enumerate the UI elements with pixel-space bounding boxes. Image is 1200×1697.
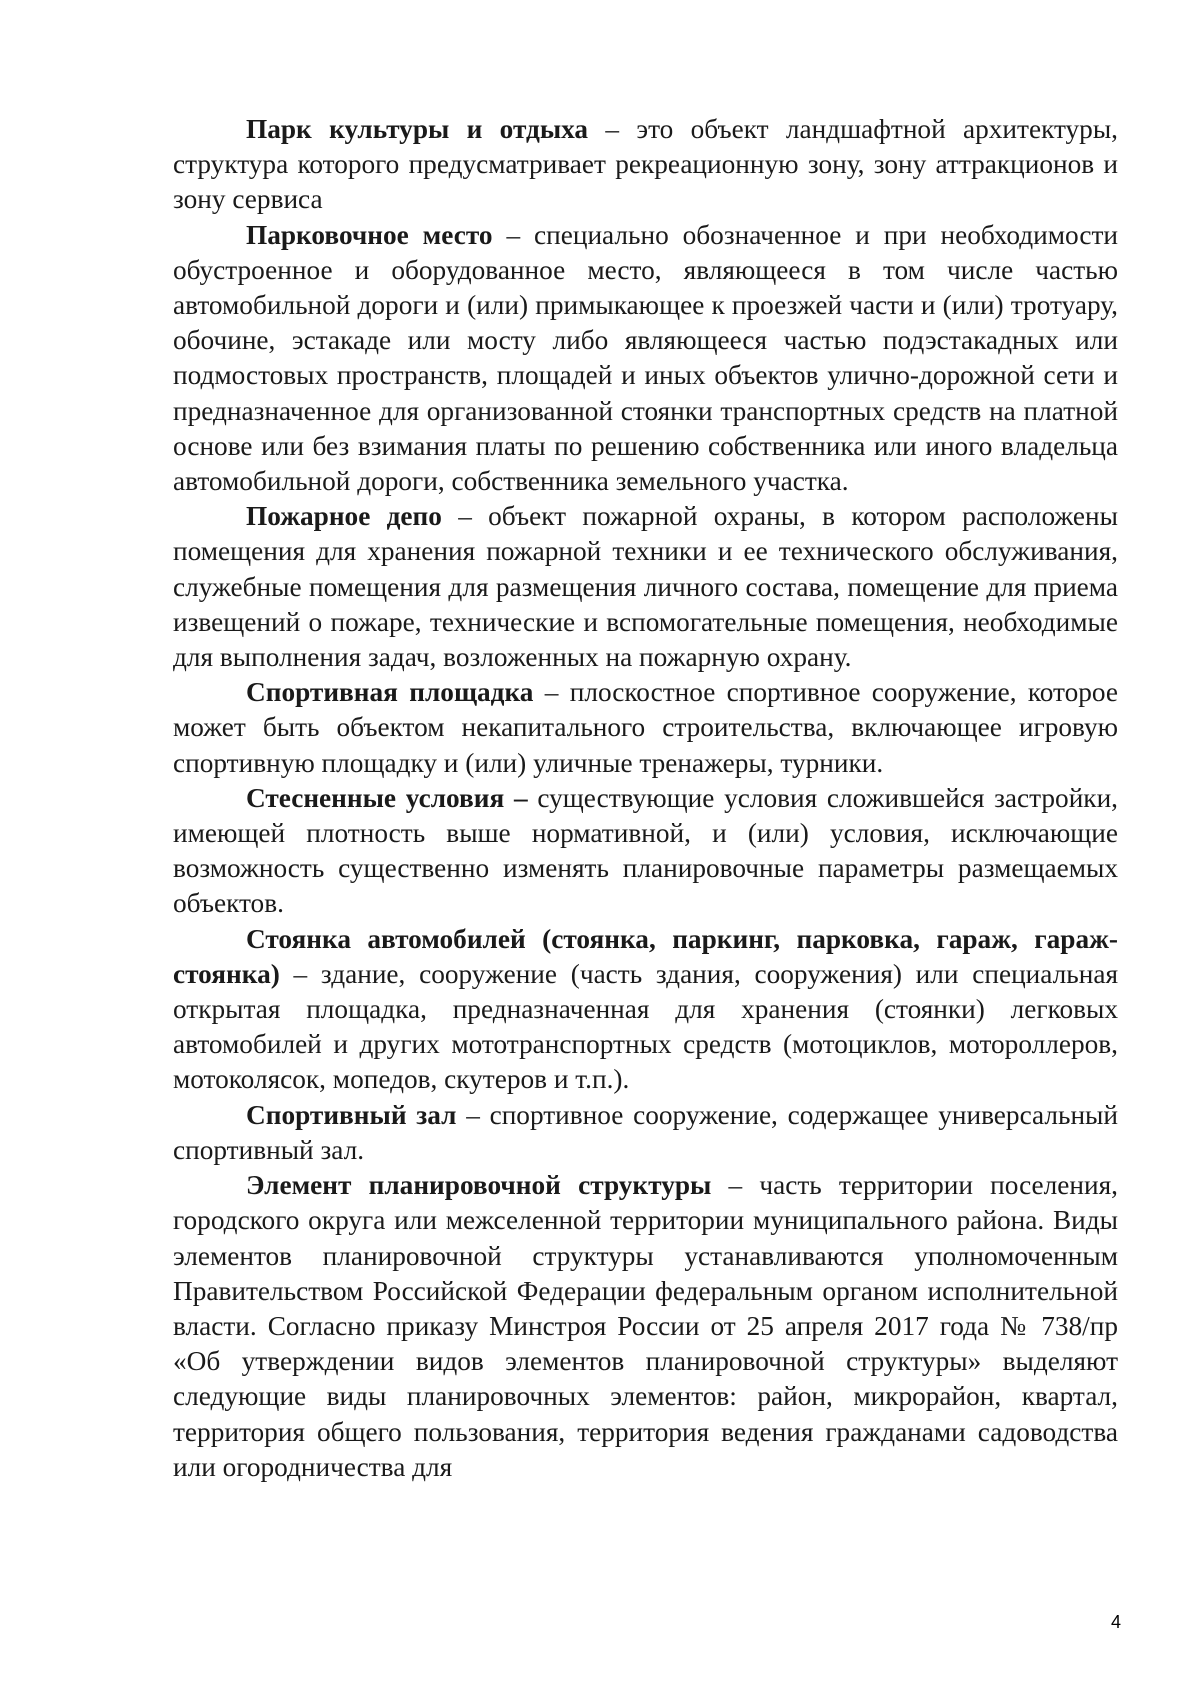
definition-entry-planning-structure-element xyxy=(173,1168,1118,1485)
definition-text: – здание, сооружение (часть здания, сооружения) или специальная открытая площадка, предназначенная для хранения (стоянки) легковых автомобилей и других мототранспортных средств (мотоциклов, мотороллеров, мотоколясок, мопедов, скутеров и т.п.). xyxy=(173,958,1118,1095)
definition-entry-sports-ground xyxy=(173,675,1118,781)
definition-term: Спортивная площадка xyxy=(246,677,534,708)
definition-term: Стесненные условия – xyxy=(246,782,528,813)
definition-text: – это объект ландшафтной архитектуры, структура которого предусматривает рекреационную зону, зону аттракционов и зону сервиса xyxy=(173,114,1118,215)
definition-text: – часть территории поселения, городского округа или межселенной территории муниципального района. Виды элементов планировочной структуры устанавливаются уполномоченным Правительством Российской Федерации федеральным органом исполнительной власти. Согласно приказу Минстроя России от 25 апреля 2017 года № 738/пр «Об утверждении видов элементов планировочной структуры» выделяют следующие виды планировочных элементов: район, микрорайон, квартал, территория общего пользования, территория ведения гражданами садоводства или огородничества для xyxy=(173,1170,1118,1482)
definition-entry-constrained-conditions xyxy=(173,781,1118,922)
page-number: 4 xyxy=(1110,1612,1121,1632)
definition-entry-parking-space xyxy=(173,218,1118,500)
definition-term: Элемент планировочной структуры xyxy=(246,1170,712,1201)
definition-text: – объект пожарной охраны, в котором расположены помещения для хранения пожарной техники и ее технического обслуживания, служебные помещения для размещения личного состава, помещение для приема извещений о пожаре, технические и вспомогательные помещения, необходимые для выполнения задач, возложенных на пожарную охрану. xyxy=(173,501,1118,673)
definition-text: существующие условия сложившейся застройки, имеющей плотность выше нормативной, и (или) условия, исключающие возможность существенно изменять планировочные параметры размещаемых объектов. xyxy=(173,782,1118,919)
definition-text: – специально обозначенное и при необходимости обустроенное и оборудованное место, являющееся в том числе частью автомобильной дороги и (или) примыкающее к проезжей части и (или) тротуару, обочине, эстакаде или мосту либо являющееся частью подэстакадных или подмостовых пространств, площадей и иных объектов улично-дорожной сети и предназначенное для организованной стоянки транспортных средств на платной основе или без взимания платы по решению собственника или иного владельца автомобильной дороги, собственника земельного участка. xyxy=(173,219,1118,497)
definition-term: Парковочное место xyxy=(246,219,493,250)
definition-term: Пожарное депо xyxy=(246,501,442,532)
definition-entry-car-parking xyxy=(173,922,1118,1098)
definition-text: – плоскостное спортивное сооружение, которое может быть объектом некапитального строительства, включающее игровую спортивную площадку и (или) уличные тренажеры, турники. xyxy=(173,677,1118,778)
definition-entry-park xyxy=(173,112,1118,218)
definition-term: Спортивный зал xyxy=(246,1099,457,1130)
definition-term: Стоянка автомобилей (стоянка, паркинг, парковка, гараж, гараж-стоянка) xyxy=(173,923,1118,989)
definition-entry-sports-hall xyxy=(173,1098,1118,1168)
definition-text: – спортивное сооружение, содержащее универсальный спортивный зал. xyxy=(173,1099,1118,1165)
definition-term: Парк культуры и отдыха xyxy=(246,114,589,144)
definition-entry-fire-station xyxy=(173,499,1118,675)
document-body xyxy=(173,112,1118,1485)
